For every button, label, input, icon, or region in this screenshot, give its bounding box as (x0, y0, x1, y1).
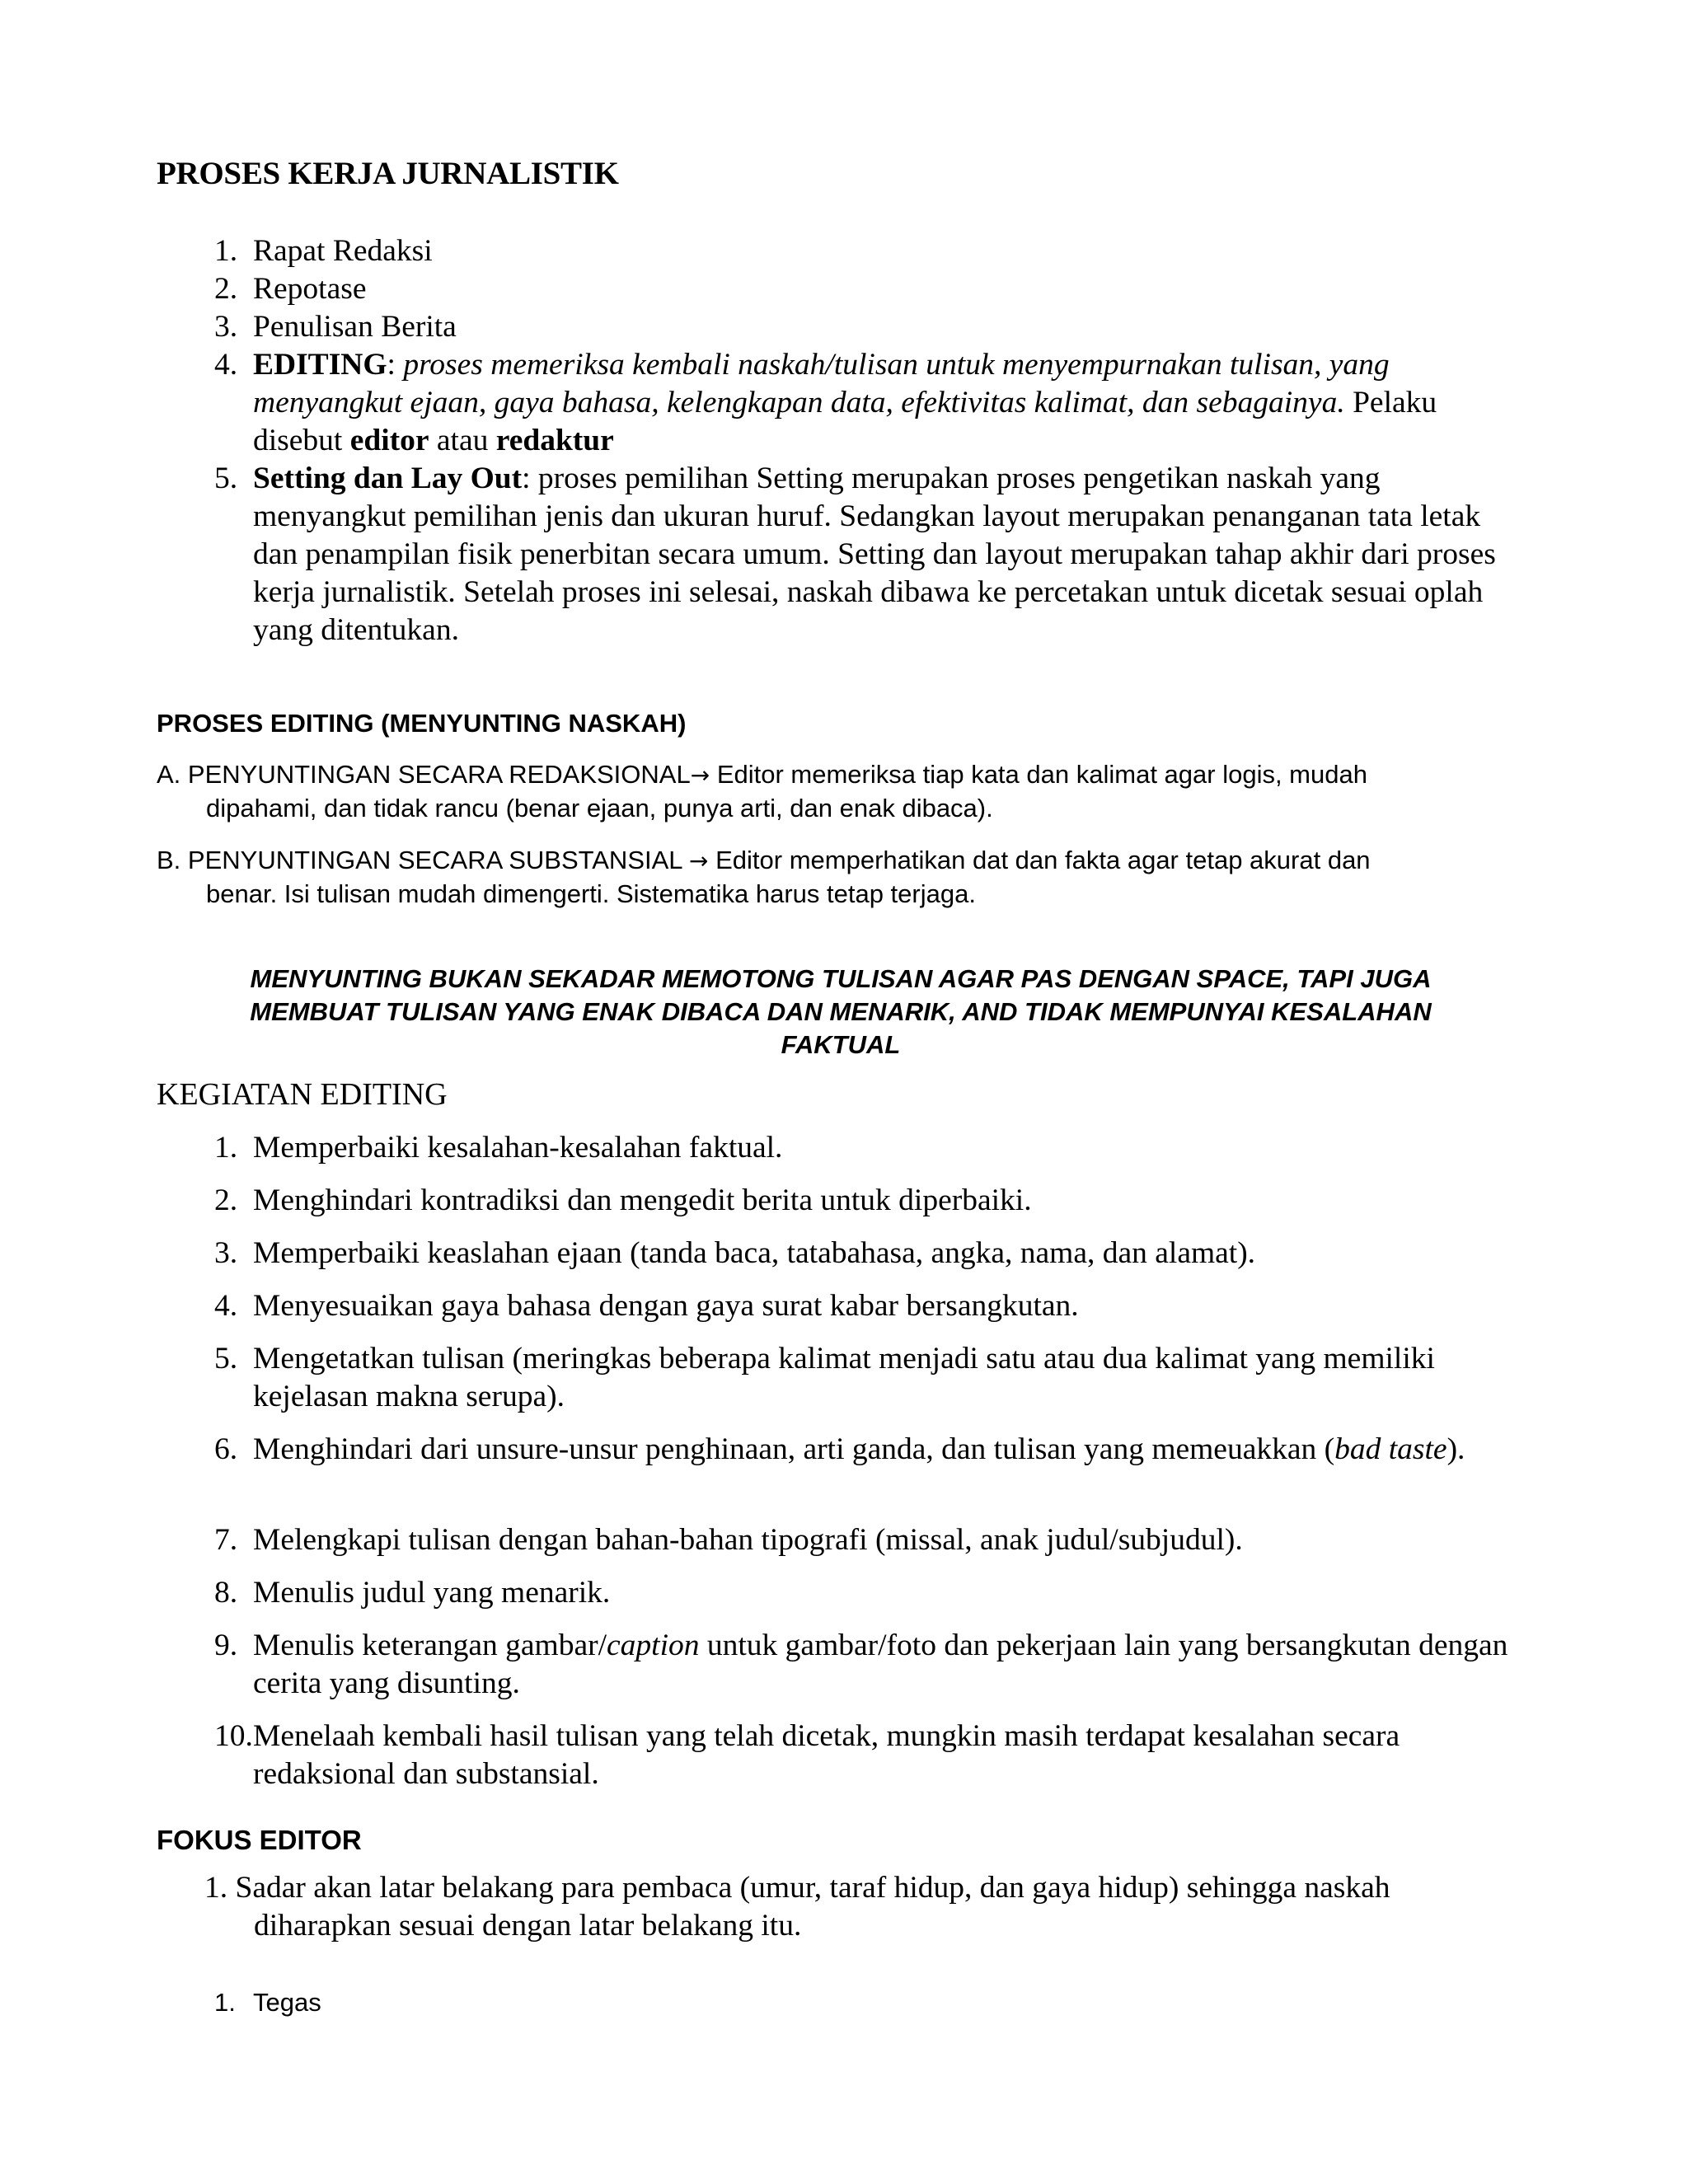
list-item (0, 270, 1688, 308)
kegiatan-heading: KEGIATAN EDITING (157, 1077, 448, 1112)
editing-term: EDITING (253, 348, 387, 382)
list-item: 9. Menulis keterangan gambar/caption untuk gambar/foto dan pekerjaan lain yang bersangkutan dengan cerita yang disunting. (214, 1629, 1508, 1700)
list-item: 3. Memperbaiki keaslahan ejaan (tanda baca, tatabahasa, angka, nama, dan alamat). (214, 1236, 1256, 1270)
list-item: 2. Menghindari kontradiksi dan mengedit berita untuk diperbaiki. (214, 1183, 1032, 1217)
redaktur-word: redaktur (495, 424, 614, 457)
list-item: 6. Menghindari dari unsure-unsur penghinaan, arti ganda, dan tulisan yang memeuakkan (bad taste). (214, 1432, 1465, 1466)
setting-term: Setting dan Lay Out (253, 462, 523, 495)
list-item: 8. Menulis judul yang menarik. (214, 1576, 611, 1610)
editor-word: editor (349, 424, 429, 457)
penyuntingan-substansial: B. PENYUNTINGAN SECARA SUBSTANSIAL → Editor memperhatikan dat dan fakta agar tetap akurat dan benar. Isi tulisan mudah dimengerti. Sistematika harus tetap terjaga. (157, 846, 1371, 908)
proses-list (0, 232, 1688, 649)
kegiatan-list (0, 1129, 1688, 1808)
list-item: 5. Mengetatkan tulisan (meringkas beberapa kalimat menjadi satu atau dua kalimat yang memiliki kejelasan makna serupa). (214, 1342, 1435, 1413)
arrow-right-icon: → (690, 762, 710, 789)
list-item: 4. Menyesuaikan gaya bahasa dengan gaya surat kabar bersangkutan. (214, 1289, 1079, 1323)
list-item (0, 232, 1688, 270)
list-text: Rapat Redaksi (253, 234, 433, 268)
fokus-item: 1. Sadar akan latar belakang para pembaca (umur, taraf hidup, dan gaya hidup) sehingga naskah diharapkan sesuai dengan latar belakang itu. (204, 1871, 1390, 1943)
list-number: 4. (214, 348, 238, 382)
editing-text: EDITING: proses memeriksa kembali naskah/tulisan untuk menyempurnakan tulisan, yang menyangkut ejaan, gaya bahasa, kelengkapan data, efektivitas kalimat, dan sebagainya. Pelaku disebut editor atau redaktur (253, 348, 1437, 457)
setting-text: Setting dan Lay Out: proses pemilihan Setting merupakan proses pengetikan naskah yang menyangkut pemilihan jenis dan ukuran huruf. Sedangkan layout merupakan penanganan tata letak dan penampilan fisik penerbitan secara umum. Setting dan layout merupakan tahap akhir dari proses kerja jurnalistik. Setelah proses ini selesai, naskah dibawa ke percetakan untuk dicetak sesuai oplah yang ditentukan. (253, 462, 1496, 647)
list-item-setting (0, 460, 1688, 649)
page-title: PROSES KERJA JURNALISTIK (157, 156, 619, 191)
list-item-editing (0, 346, 1688, 460)
list-item: 7. Melengkapi tulisan dengan bahan-bahan tipografi (missal, anak judul/subjudul). (214, 1523, 1243, 1557)
callout-quote: MENYUNTING BUKAN SEKADAR MEMOTONG TULISAN AGAR PAS DENGAN SPACE, TAPI JUGA MEMBUAT TULISAN YANG ENAK DIBACA DAN MENARIK, AND TIDAK MEMPUNYAI KESALAHAN FAKTUAL (250, 964, 1432, 1059)
editing-definition: proses memeriksa kembali naskah/tulisan untuk menyempurnakan tulisan, yang menyangkut ejaan, gaya bahasa, kelengkapan data, efektivitas kalimat, dan sebagainya. (253, 348, 1390, 419)
list-item (0, 308, 1688, 346)
list-number: 2. (214, 272, 238, 306)
list-text: Penulisan Berita (253, 310, 457, 344)
document-page: PROSES KERJA JURNALISTIK 1. Rapat Redaksi 2. Repotase 3. Penulisan Berita 4. EDITING: proses memeriksa kembali naskah/tulisan untuk menyempurnakan tulisan, yang menyangkut ejaan, gaya bahasa, kelengkapan data, efektivitas kalimat, dan sebagainya. Pelaku disebut editor atau redaktur 5. Setting dan Lay Out: proses pemilihan Setting merupakan proses pengetikan naskah yang menyangkut pemilihan jenis dan ukuran huruf. Sedangkan layout merupakan penanganan tata letak dan penampilan fisik penerbitan secara umum. Setting dan layout merupakan tahap akhir dari proses kerja jurnalistik. Setelah proses ini selesai, naskah dibawa ke percetakan untuk dicetak sesuai oplah yang ditentukan. PROSES EDITING (MENYUNTING NASKAH) A. PENYUNTINGAN SECARA REDAKSIONAL→ Editor memeriksa tiap kata dan kalimat agar logis, mudah dipahami, dan tidak rancu (benar ejaan, punya arti, dan enak dibaca). B. PENYUNTINGAN SECARA SUBSTANSIAL → Editor memperhatikan dat dan fakta agar tetap akurat dan benar. Isi tulisan mudah dimengerti. Sistematika harus tetap terjaga. MENYUNTING BUKAN SEKADAR MEMOTONG TULISAN AGAR PAS DENGAN SPACE, TAPI JUGA MEMBUAT TULISAN YANG ENAK DIBACA DAN MENARIK, AND TIDAK MEMPUNYAI KESALAHAN FAKTUAL KEGIATAN EDITING 1. Memperbaiki kesalahan-kesalahan faktual. 2. Menghindari kontradiksi dan mengedit berita untuk diperbaiki. 3. Memperbaiki keaslahan ejaan (tanda baca, tatabahasa, angka, nama, dan alamat). 4. Menyesuaikan gaya bahasa dengan gaya surat kabar bersangkutan. 5. Mengetatkan tulisan (meringkas beberapa kalimat menjadi satu atau dua kalimat yang memiliki kejelasan makna serupa). 6. Menghindari dari unsure-unsur penghinaan, arti ganda, dan tulisan yang memeuakkan (bad taste). 7. Melengkapi tulisan dengan bahan-bahan tipografi (missal, anak judul/subjudul). 8. Menulis judul yang menarik. 9. Menulis keterangan gambar/caption untuk gambar/foto dan pekerjaan lain yang bersangkutan dengan cerita yang disunting. 10. Menelaah kembali hasil tulisan yang telah dicetak, mungkin masih terdapat kesalahan secara redaksional dan substansial. FOKUS EDITOR 1. Sadar akan latar belakang para pembaca (umur, taraf hidup, dan gaya hidup) sehingga naskah diharapkan sesuai dengan latar belakang itu. 1. Tegas (0, 0, 1688, 2184)
list-number: 3. (214, 310, 238, 344)
proses-editing-heading: PROSES EDITING (MENYUNTING NASKAH) (157, 709, 687, 738)
list-number: 5. (214, 462, 238, 495)
arrow-right-icon: → (689, 847, 709, 874)
penyuntingan-redaksional: A. PENYUNTINGAN SECARA REDAKSIONAL→ Editor memeriksa tiap kata dan kalimat agar logis, mudah dipahami, dan tidak rancu (benar ejaan, punya arti, dan enak dibaca). (157, 760, 1367, 823)
list-item: 10. Menelaah kembali hasil tulisan yang telah dicetak, mungkin masih terdapat kesalahan secara redaksional dan substansial. (214, 1719, 1400, 1791)
list-item: 1. Memperbaiki kesalahan-kesalahan faktual. (214, 1131, 783, 1165)
list-number: 1. (214, 234, 238, 268)
fokus-heading: FOKUS EDITOR (157, 1825, 362, 1855)
list-text: Repotase (253, 272, 367, 306)
